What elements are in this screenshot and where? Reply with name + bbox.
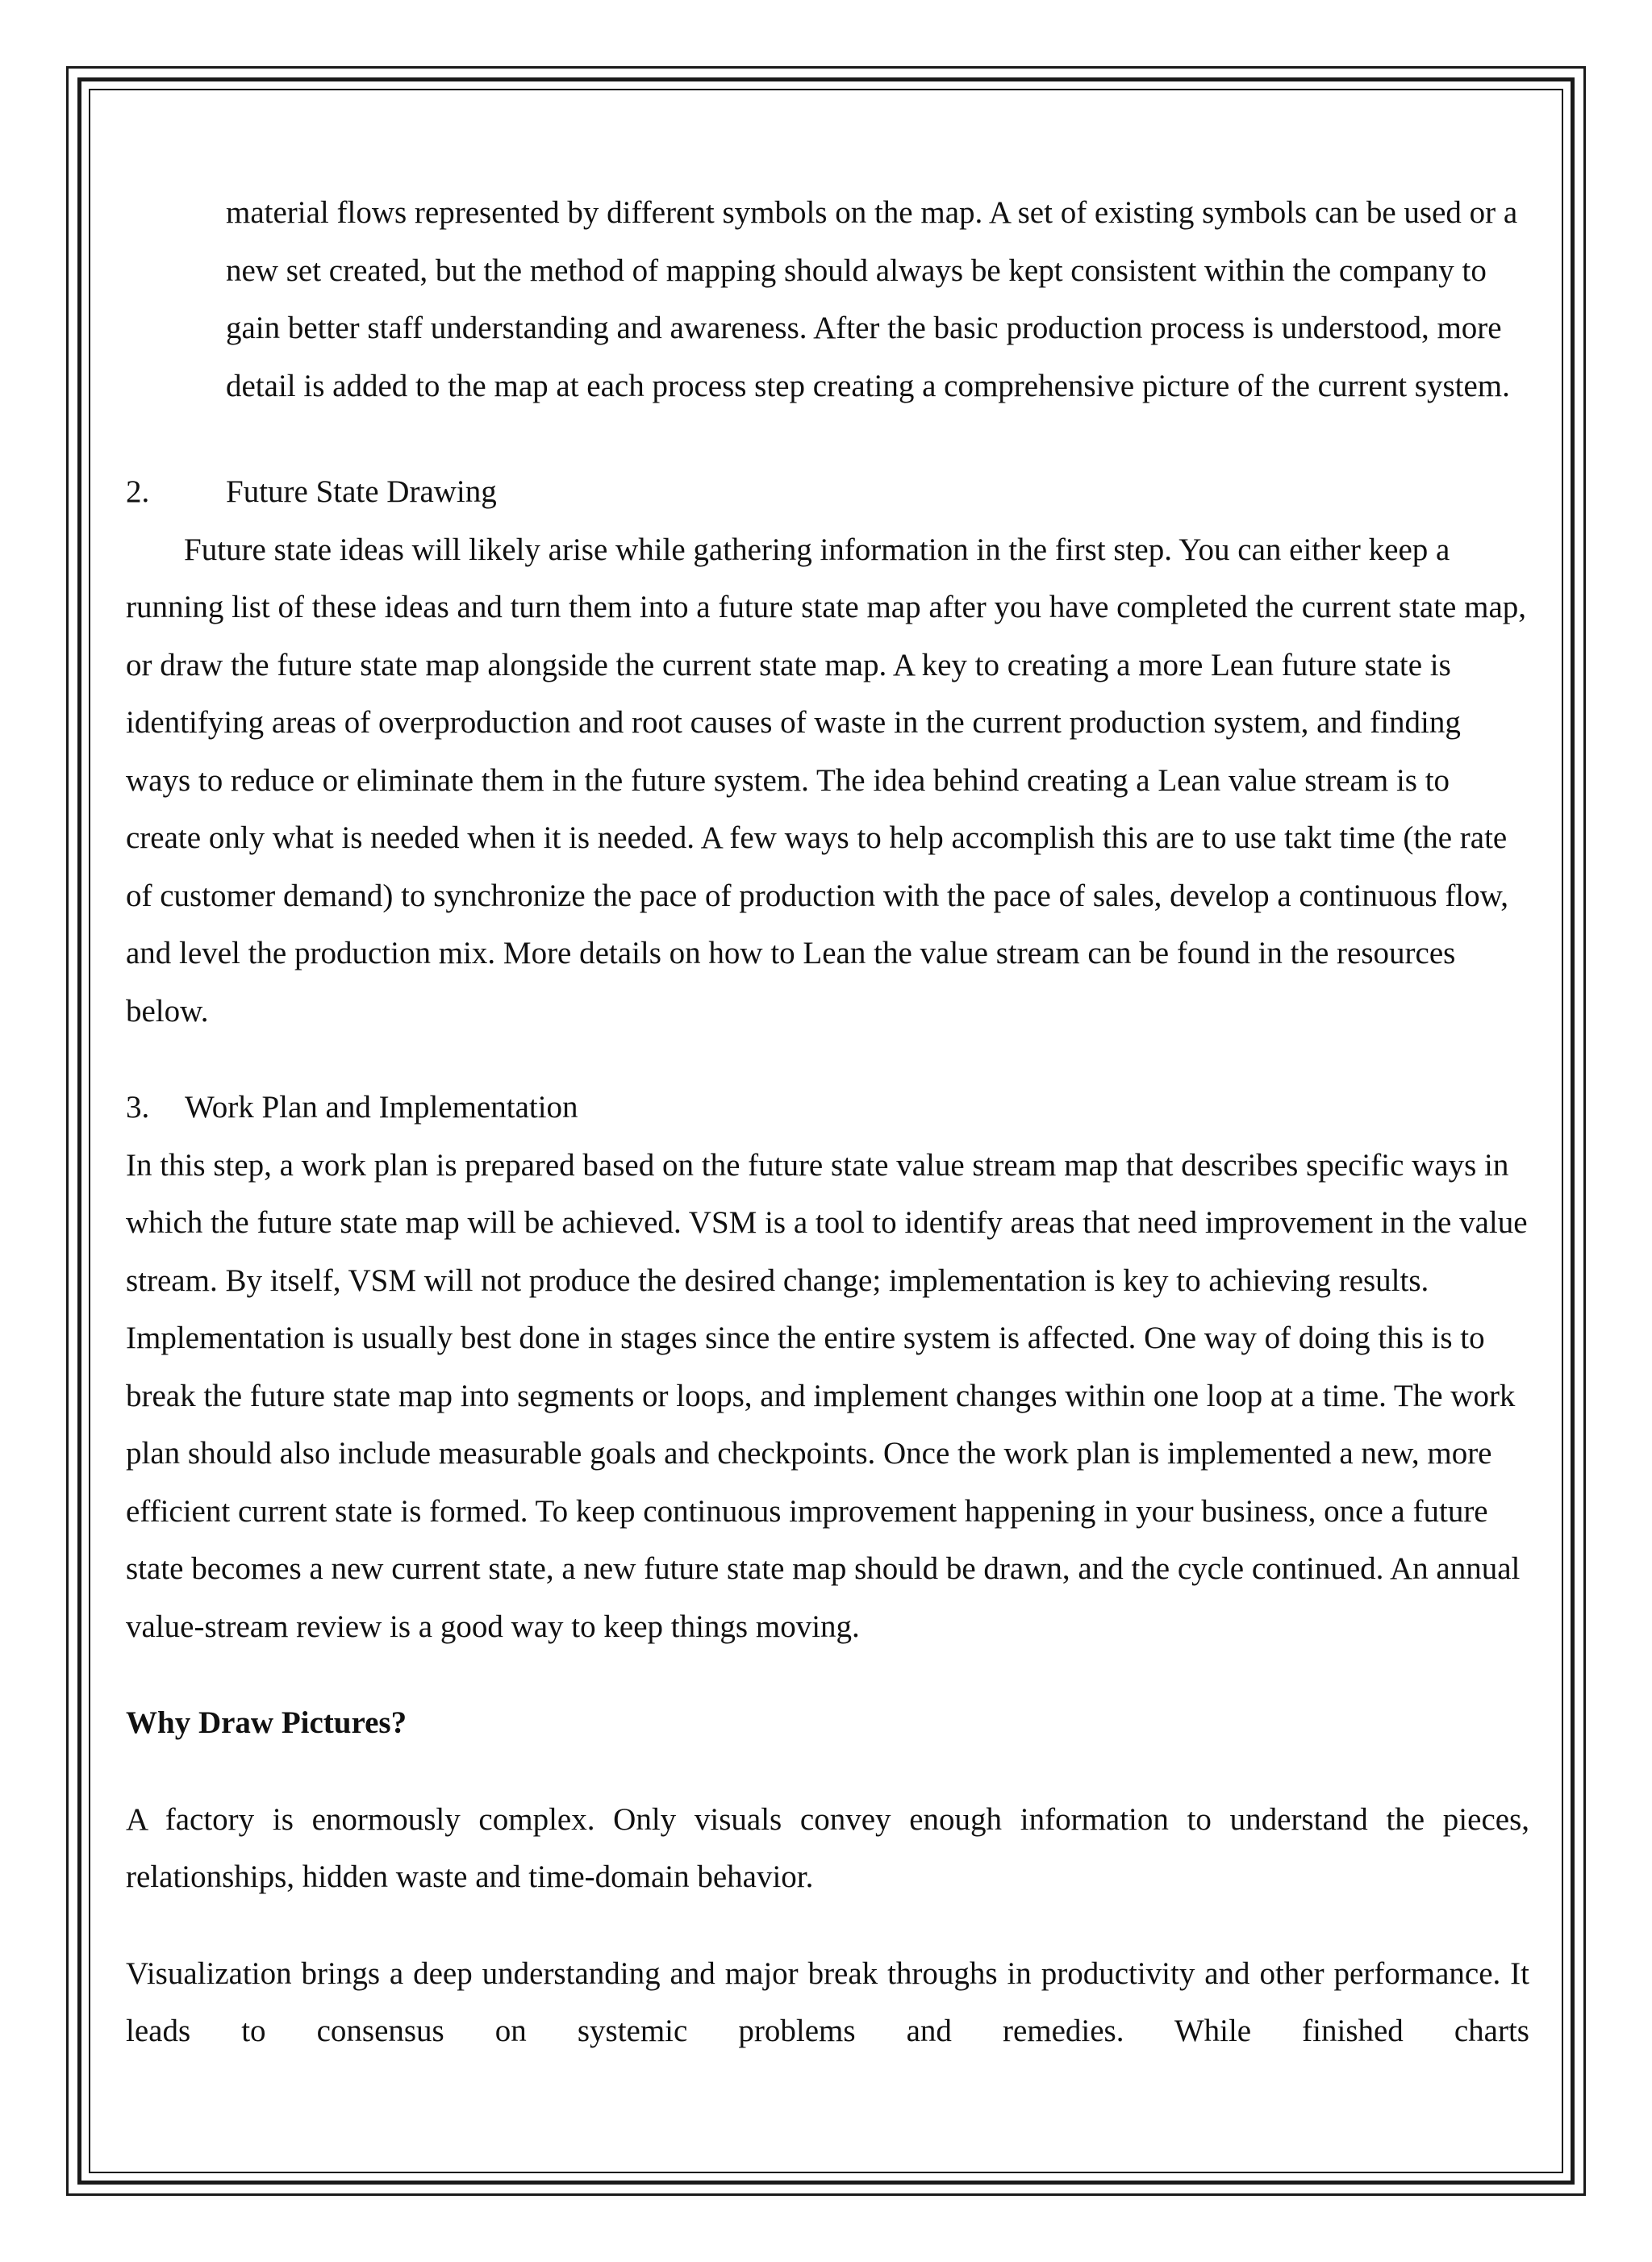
why-paragraph-2: Visualization brings a deep understanding and major break throughs in productivity and other performance. It leads to consensus on systemic problems and remedies. While finished charts: [126, 1955, 1529, 2048]
intro-paragraph: material flows represented by different symbols on the map. A set of existing symbols can be used or a new set created, but the method of mapping should always be kept consistent within the company to gain better staff understanding and awareness. After the basic production process is understood, more detail is added to the map at each process step creating a comprehensive picture of the current system.: [226, 195, 1518, 403]
document-body: [126, 184, 1529, 2060]
section-3-body: In this step, a work plan is prepared based on the future state value stream map that describes specific ways in which the future state map will be achieved. VSM is a tool to identify areas that need improvement in the value stream. By itself, VSM will not produce the desired change; implementation is key to achieving results. Implementation is usually best done in stages since the entire system is affected. One way of doing this is to break the future state map into segments or loops, and implement changes within one loop at a time. The work plan should also include measurable goals and checkpoints. Once the work plan is implemented a new, more efficient current state is formed. To keep continuous improvement happening in your business, once a future state becomes a new current state, a new future state map should be drawn, and the cycle continued. An annual value-stream review is a good way to keep things moving.: [126, 1147, 1528, 1644]
why-paragraph-1: A factory is enormously complex. Only visuals convey enough information to understand the pieces, relationships, hidden waste and time-domain behavior.: [126, 1801, 1529, 1894]
section-2-number: 2.: [126, 474, 150, 509]
section-3-number: 3.: [126, 1090, 150, 1125]
section-2-heading: [126, 463, 1529, 521]
section-3-title: Work Plan and Implementation: [185, 1090, 578, 1125]
section-3-heading: [126, 1079, 1529, 1137]
why-draw-pictures-heading: Why Draw Pictures?: [126, 1705, 407, 1740]
section-2-title: Future State Drawing: [226, 474, 497, 509]
section-2-body: Future state ideas will likely arise while gathering information in the first step. You can either keep a running list of these ideas and turn them into a future state map after you have completed the current state map, or draw the future state map alongside the current state map. A key to creating a more Lean future state is identifying areas of overproduction and root causes of waste in the current production system, and finding ways to reduce or eliminate them in the future system. The idea behind creating a Lean value stream is to create only what is needed when it is needed. A few ways to help accomplish this are to use takt time (the rate of customer demand) to synchronize the pace of production with the pace of sales, develop a continuous flow, and level the production mix. More details on how to Lean the value stream can be found in the resources below.: [126, 532, 1527, 1029]
